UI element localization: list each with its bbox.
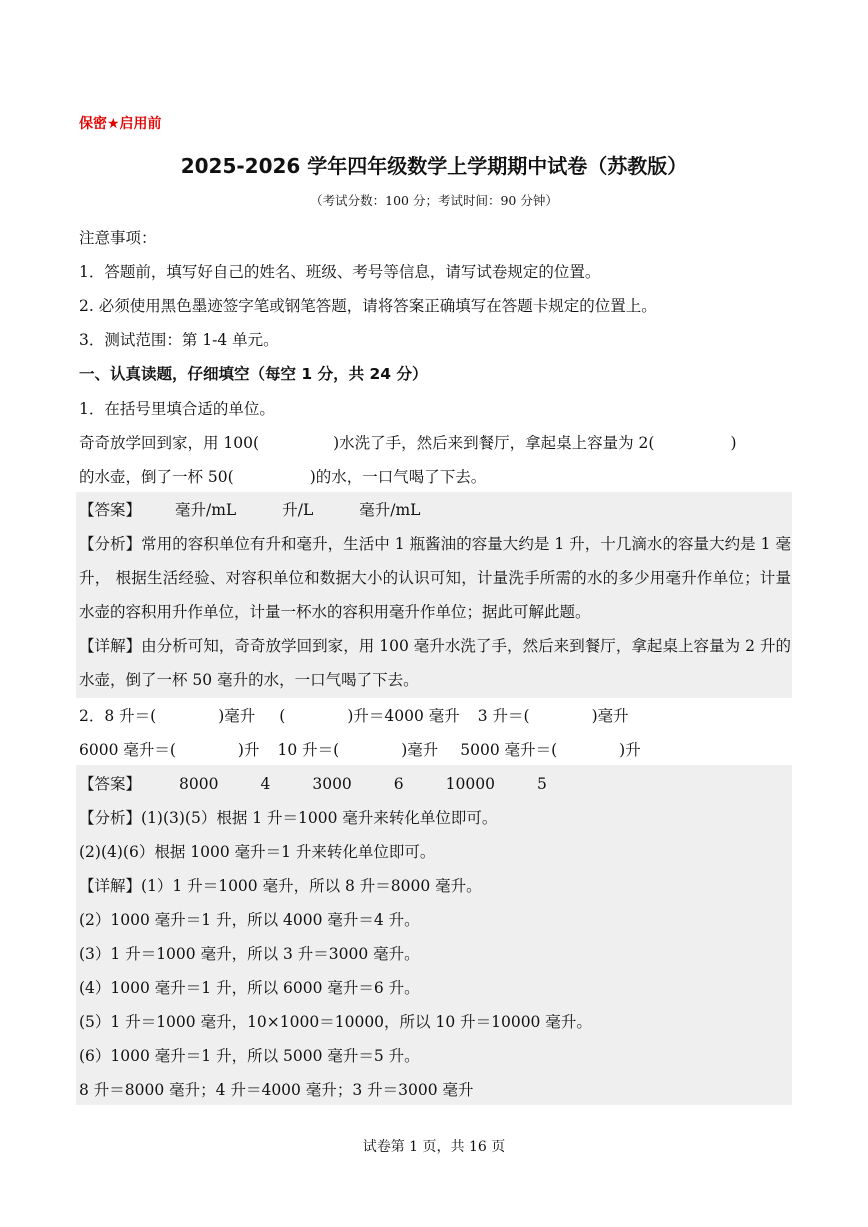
q2-text: 6000 毫升＝(	[79, 741, 176, 759]
answer-value: 升/L	[282, 501, 314, 519]
analysis-tag: 【分析】	[79, 809, 142, 827]
question-2-analysis	[79, 808, 497, 828]
detail-text: 由分析可知，奇奇放学回到家，用 100 毫升水洗了手，然后来到餐厅，拿起桌上容量为 2 升的水壶，倒了一杯 50 毫升的水，一口气喝了下去。	[79, 637, 791, 689]
answer-value: 5	[536, 775, 547, 793]
detail-tag: 【详解】	[79, 877, 142, 895]
q2-text: )毫升	[218, 707, 256, 725]
exam-title: 2025-2026 学年四年级数学上学期期中试卷（苏教版）	[180, 154, 688, 178]
note-item: 2. 必须使用黑色墨迹签字笔或钢笔答题，请将答案正确填写在答题卡规定的位置上。	[79, 297, 657, 315]
question-2-analysis-2: (2)(4)(6）根据 1000 毫升＝1 升来转化单位即可。	[79, 843, 436, 861]
analysis-tag: 【分析】	[79, 535, 142, 553]
summary-line: 8 升＝8000 毫升；4 升＝4000 毫升；3 升＝3000 毫升	[79, 1081, 474, 1099]
notes-heading: 注意事项：	[79, 229, 157, 247]
question-1-prompt: 1．在括号里填合适的单位。	[79, 400, 275, 418]
answer-value: 毫升/mL	[175, 501, 237, 519]
q1-text: 的水壶，倒了一杯 50(	[79, 468, 234, 486]
detail-line: (6）1000 毫升＝1 升，所以 5000 毫升＝5 升。	[79, 1047, 420, 1065]
page-number: 试卷第 1 页，共 16 页	[362, 1139, 506, 1155]
answer-value: 8000	[179, 775, 219, 793]
q2-text: 2．8 升＝(	[79, 707, 157, 725]
q2-text: (	[279, 707, 286, 725]
q1-text: )的水，一口气喝了下去。	[309, 468, 487, 486]
question-1-analysis	[79, 527, 791, 629]
detail-line: (4）1000 毫升＝1 升，所以 6000 毫升＝6 升。	[79, 979, 420, 997]
q2-text: 10 升＝(	[277, 741, 340, 759]
q2-text: )升＝4000 毫升	[347, 707, 460, 725]
q1-text: )水洗了手，然后来到餐厅，拿起桌上容量为 2(	[333, 434, 655, 452]
answer-value: 6	[393, 775, 404, 793]
q2-text: )毫升	[591, 707, 629, 725]
note-item: 3．测试范围：第 1-4 单元。	[79, 331, 279, 349]
answer-value: 10000	[445, 775, 495, 793]
section-heading: 一、认真读题，仔细填空（每空 1 分，共 24 分）	[79, 365, 428, 383]
detail-text: (1）1 升＝1000 毫升，所以 8 升＝8000 毫升。	[141, 877, 482, 895]
question-2-line-1	[79, 706, 629, 726]
q1-text: 奇奇放学回到家，用 100(	[79, 434, 260, 452]
detail-line: (2）1000 毫升＝1 升，所以 4000 毫升＝4 升。	[79, 911, 420, 929]
q1-text: )	[730, 434, 737, 452]
q2-text: 5000 毫升＝(	[460, 741, 558, 759]
analysis-text: (1)(3)(5）根据 1 升＝1000 毫升来转化单位即可。	[141, 809, 498, 827]
q2-text: )毫升	[401, 741, 439, 759]
answer-tag: 【答案】	[79, 775, 142, 793]
question-1-line-1	[79, 433, 791, 453]
answer-value: 4	[260, 775, 271, 793]
answer-value: 3000	[312, 775, 352, 793]
detail-line: (5）1 升＝1000 毫升，10×1000＝10000，所以 10 升＝10000 毫升。	[79, 1013, 592, 1031]
note-item: 1．答题前，填写好自己的姓名、班级、考号等信息，请写试卷规定的位置。	[79, 263, 601, 281]
answer-value: 毫升/mL	[359, 501, 421, 519]
q2-text: 3 升＝(	[477, 707, 530, 725]
exam-subtitle: （考试分数：100 分；考试时间：90 分钟）	[310, 193, 558, 208]
question-2-detail	[79, 876, 482, 896]
question-2-line-2	[79, 740, 641, 760]
answer-tag: 【答案】	[79, 501, 142, 519]
question-1-answer	[79, 500, 420, 520]
question-1-detail	[79, 629, 791, 697]
question-2-answer	[79, 774, 547, 794]
analysis-text: 常用的容积单位有升和毫升，生活中 1 瓶酱油的容量大约是 1 升，十几滴水的容量大约是 1 毫升， 根据生活经验、对容积单位和数据大小的认识可知，计量洗手所需的水的多少用毫升作单位；计量水壶的容积用升作单位，计量一杯水的容积用毫升作单位；据此可解此题。	[79, 535, 791, 621]
question-1-line-2	[79, 467, 486, 487]
detail-line: (3）1 升＝1000 毫升，所以 3 升＝3000 毫升。	[79, 945, 420, 963]
detail-tag: 【详解】	[79, 637, 142, 655]
q2-text: )升	[237, 741, 260, 759]
q2-text: )升	[619, 741, 641, 759]
confidential-mark: 保密★启用前	[79, 116, 162, 132]
